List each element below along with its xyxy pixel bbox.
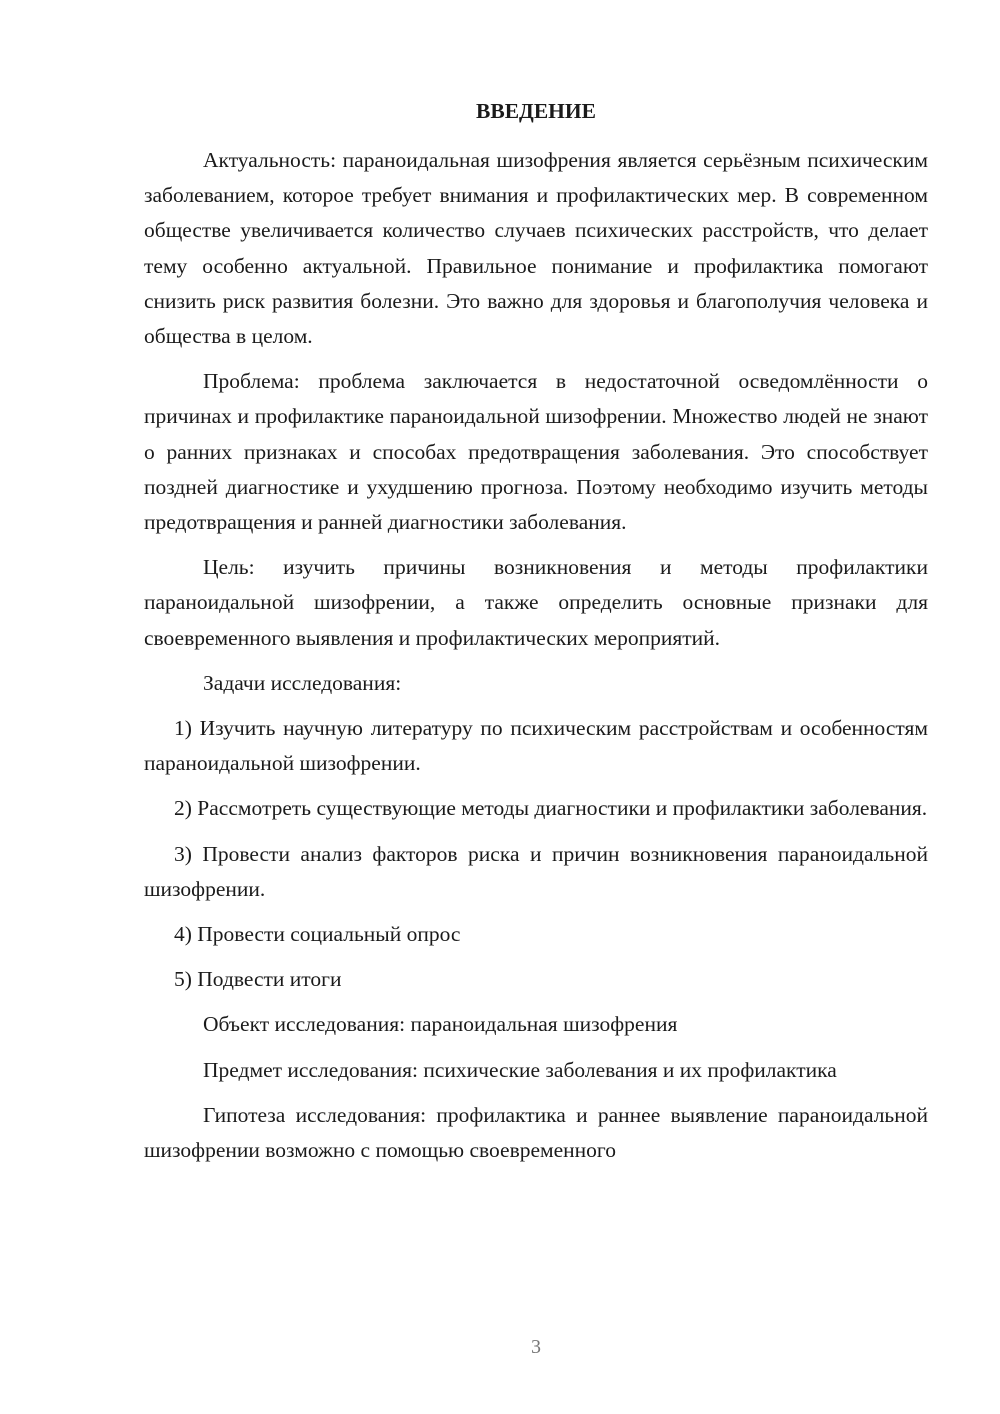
relevance-paragraph: Актуальность: параноидальная шизофрения является серьёзным психическим заболеванием, которое требует внимания и профилактических мер. В современном обществе увеличивается количество случаев психических расстройств, что делает тему особенно актуальной. Правильное понимание и профилактика помогают снизить риск развития болезни. Это важно для здоровья и благополучия человека и общества в целом. [144, 148, 928, 349]
document-body [144, 143, 928, 1168]
section-heading: ВВЕДЕНИЕ [476, 99, 596, 123]
task-item-1: 1) Изучить научную литературу по психическим расстройствам и особенностям параноидальной шизофрении. [144, 716, 928, 776]
task-item-3: 3) Провести анализ факторов риска и причин возникновения параноидальной шизофрении. [144, 841, 928, 901]
tasks-title: Задачи исследования: [203, 670, 402, 695]
task-item-4: 4) Провести социальный опрос [174, 922, 461, 947]
page-number: 3 [531, 1336, 541, 1358]
task-item-5: 5) Подвести итоги [174, 967, 342, 992]
object-paragraph: Объект исследования: параноидальная шизофрения [203, 1012, 678, 1037]
problem-paragraph: Проблема: проблема заключается в недостаточной осведомлённости о причинах и профилактике параноидальной шизофрении. Множество людей не знают о ранних признаках и способах предотвращения заболевания. Это способствует поздней диагностике и ухудшению прогноза. Поэтому необходимо изучить методы предотвращения и ранней диагностики заболевания. [144, 369, 928, 535]
task-item-2: 2) Рассмотреть существующие методы диагностики и профилактики заболевания. [174, 796, 928, 821]
hypothesis-paragraph: Гипотеза исследования: профилактика и раннее выявление параноидальной шизофрении возможно с помощью своевременного [144, 1102, 928, 1163]
subject-paragraph: Предмет исследования: психические заболевания и их профилактика [203, 1057, 837, 1082]
goal-paragraph: Цель: изучить причины возникновения и методы профилактики параноидальной шизофрении, а также определить основные признаки для своевременного выявления и профилактических мероприятий. [144, 555, 928, 650]
